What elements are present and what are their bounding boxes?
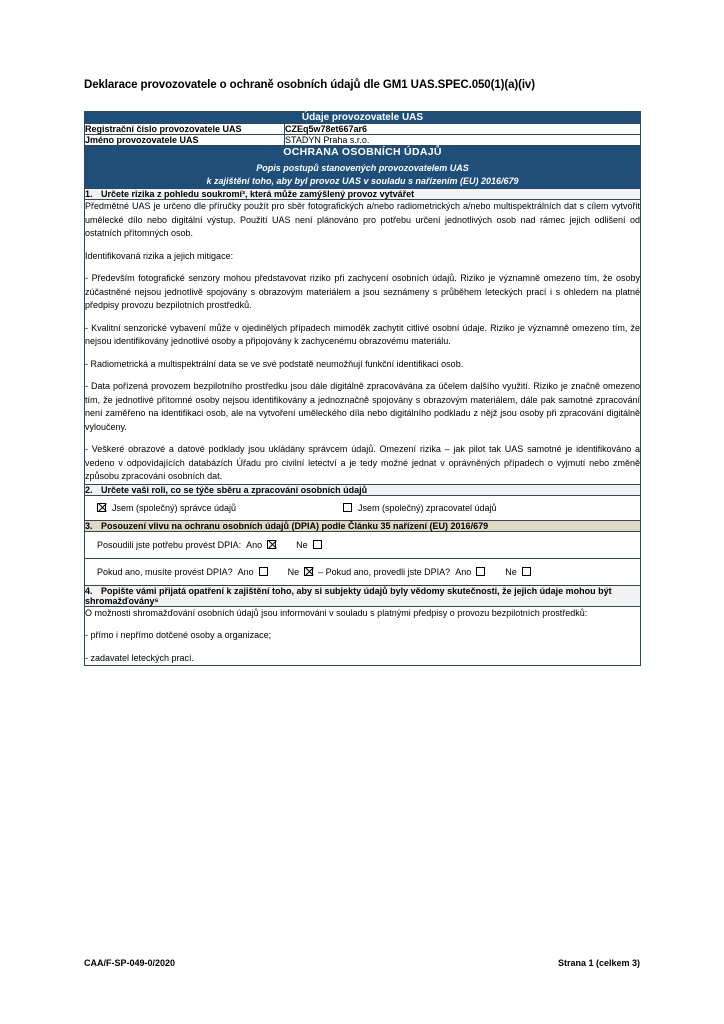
- dpia-need-no-label: Ne: [296, 539, 308, 550]
- table-row-section4-heading: [85, 585, 641, 606]
- section-1-heading: [85, 189, 641, 200]
- section-1-heading-text: Určete rizika z pohledu soukromí³, která může zamýšlený provoz vytvářet: [101, 189, 415, 200]
- section-2-heading: [85, 484, 641, 495]
- section-3-heading: [85, 520, 641, 531]
- table-row-section1-heading: [85, 189, 641, 200]
- table-row-section3-heading: [85, 520, 641, 531]
- checkbox-checked-icon[interactable]: [97, 503, 106, 512]
- section-4-paragraph: O možnosti shromažďování osobních údajů jsou informováni v souladu s platnými předpisy o provozu bezpilotních prostředků:: [85, 607, 588, 618]
- section-3-question-2: [85, 558, 641, 585]
- footer-form-code: CAA/F-SP-049-0/2020: [84, 958, 176, 968]
- footer-page-number: Strana 1 (celkem 3): [557, 958, 640, 968]
- dpia-must-question-text: Pokud ano, musíte provést DPIA?: [97, 566, 233, 577]
- checkbox-empty-icon[interactable]: [476, 567, 485, 576]
- role-processor-option[interactable]: [343, 503, 497, 513]
- section-4-heading-text: Popište vámi přijatá opatření k zajištění toho, aby si subjekty údajů byly vědomy skutečnosti, že jejich údaje mohou být shromažďovány⁶: [85, 585, 612, 606]
- section-3-number: 3.: [85, 520, 93, 531]
- table-row-header-band: [85, 111, 641, 123]
- role-controller-option[interactable]: [97, 503, 343, 513]
- section-1-number: 1.: [85, 189, 93, 200]
- section-2-heading-text: Určete vaši roli, co se týče sběru a zpracování osobních údajů: [101, 484, 368, 495]
- role-controller-label: Jsem (společný) správce údajů: [112, 502, 237, 513]
- section-1-paragraph: - Především fotografické senzory mohou představovat riziko při zachycení osobních údajů. Riziko je významně omezeno tím, že osoby zúčastněné nejsou jednotlivě spojovány s obrazovým materiálem a jsou seznámeny s průběhem leteckých prací i s ohledem na platné předpisy provozu bezpilotních prostředků.: [85, 273, 640, 311]
- checkbox-checked-icon[interactable]: [267, 540, 276, 549]
- section-4-paragraph: - přímo i nepřímo dotčené osoby a organizace;: [85, 630, 272, 641]
- operator-name-label: Jméno provozovatele UAS: [85, 134, 285, 145]
- checkbox-empty-icon[interactable]: [259, 567, 268, 576]
- privacy-band-subtitle-1: Popis postupů stanovených provozovatelem UAS: [256, 162, 469, 173]
- table-row-section2-options: [85, 495, 641, 520]
- privacy-section-band: [85, 145, 641, 188]
- role-processor-label: Jsem (společný) zpracovatel údajů: [358, 502, 497, 513]
- section-4-heading: [85, 585, 641, 606]
- table-row-section1-body: [85, 200, 641, 485]
- declaration-form-table: [84, 111, 641, 666]
- checkbox-empty-icon[interactable]: [343, 503, 352, 512]
- section-1-paragraph: - Data pořízená provozem bezpilotního prostředku jsou dále digitálně zpracovávána za účelem dalšího využití. Riziko je značně omezeno tím, že jednotlivé přítomné osoby nejsou identifikovány a jednoznačně spojovány s obrazovým materiálem, dále pak samotné zpracování není zaměřeno na identifikaci osob, ale na vytvoření uměleckého díla nebo digitálního podkladu z nějž jsou osoby při zpracování digitálně vyloučeny.: [85, 381, 640, 432]
- section-1-paragraph: Identifikovaná rizika a jejich mitigace:: [85, 250, 234, 261]
- dpia-done-question-text: – Pokud ano, provedli jste DPIA?: [318, 566, 451, 577]
- privacy-band-subtitle-2: k zajištění toho, aby byl provoz UAS v souladu s nařízením (EU) 2016/679: [206, 175, 519, 186]
- table-row-section3-q1: [85, 531, 641, 558]
- section-2-number: 2.: [85, 484, 93, 495]
- operator-name-value: STADYN Praha s.r.o.: [285, 134, 641, 145]
- section-1-paragraph: Předmětné UAS je určeno dle příručky použít pro sběr fotografických a/nebo radiometrických a/nebo multispektrálních dat s cílem vytvořit umělecké dílo nebo digitální výstup. Použití UAS není plánováno pro potřebu určení jednotlivých osob nad rámec jejich odlišení od ostatních přítomných osob.: [85, 201, 640, 239]
- table-row-section2-heading: [85, 484, 641, 495]
- section-1-paragraph: - Veškeré obrazové a datové podklady jsou ukládány správcem údajů. Omezení rizika – jak pilot tak UAS samotné je identifikováno a vedeno v odpovídajících databázích Úřadu pro civilní letectví a je tedy možné jednat v oprávněných případech o vyjmutí nebo změně způsobu zpracování osobních dat.: [85, 444, 640, 482]
- dpia-done-yes-label: Ano: [455, 566, 472, 577]
- section-1-body: [85, 200, 641, 485]
- dpia-need-question-text: Posoudili jste potřebu provést DPIA:: [97, 539, 242, 550]
- privacy-band-title: OCHRANA OSOBNÍCH ÚDAJŮ: [283, 145, 442, 158]
- registration-number-value: CZEq5w78et667ar6: [285, 123, 641, 134]
- table-row-registration-number: [85, 123, 641, 134]
- section-4-number: 4.: [85, 585, 93, 596]
- operator-data-band: Údaje provozovatele UAS: [85, 111, 641, 123]
- table-row-section-band: [85, 145, 641, 188]
- checkbox-empty-icon[interactable]: [313, 540, 322, 549]
- dpia-must-yes-label: Ano: [237, 566, 254, 577]
- page-title: Deklarace provozovatele o ochraně osobních údajů dle GM1 UAS.SPEC.050(1)(a)(iv): [84, 79, 535, 91]
- section-2-body: [85, 495, 641, 520]
- table-row-section3-q2: [85, 558, 641, 585]
- section-1-paragraph: - Radiometrická a multispektrální data se ve své podstatě neumožňují funkční identifikaci osob.: [85, 358, 464, 369]
- dpia-must-no-label: Ne: [287, 566, 300, 577]
- checkbox-checked-icon[interactable]: [304, 567, 313, 576]
- dpia-need-yes-label: Ano: [246, 539, 263, 550]
- registration-number-label: Registrační číslo provozovatele UAS: [85, 123, 285, 134]
- section-1-paragraph: - Kvalitní senzorické vybavení může v ojedinělých případech mimoděk zachytit citlivé osobní údaje. Riziko je významně omezeno tím, že nejsou identifikovány jednotlivé osoby a připojovány k zachycenému obrazovému materiálu.: [85, 322, 640, 347]
- section-3-heading-text: Posouzení vlivu na ochranu osobních údajů (DPIA) podle Článku 35 nařízení (EU) 2016/679: [101, 520, 489, 531]
- dpia-done-no-label: Ne: [505, 566, 517, 577]
- section-3-question-1: [85, 531, 641, 558]
- table-row-section4-body: [85, 606, 641, 666]
- checkbox-empty-icon[interactable]: [522, 567, 531, 576]
- section-4-body: [85, 606, 641, 666]
- section-4-paragraph: - zadavatel leteckých prací.: [85, 652, 195, 663]
- page-footer: [84, 958, 640, 968]
- table-row-operator-name: [85, 134, 641, 145]
